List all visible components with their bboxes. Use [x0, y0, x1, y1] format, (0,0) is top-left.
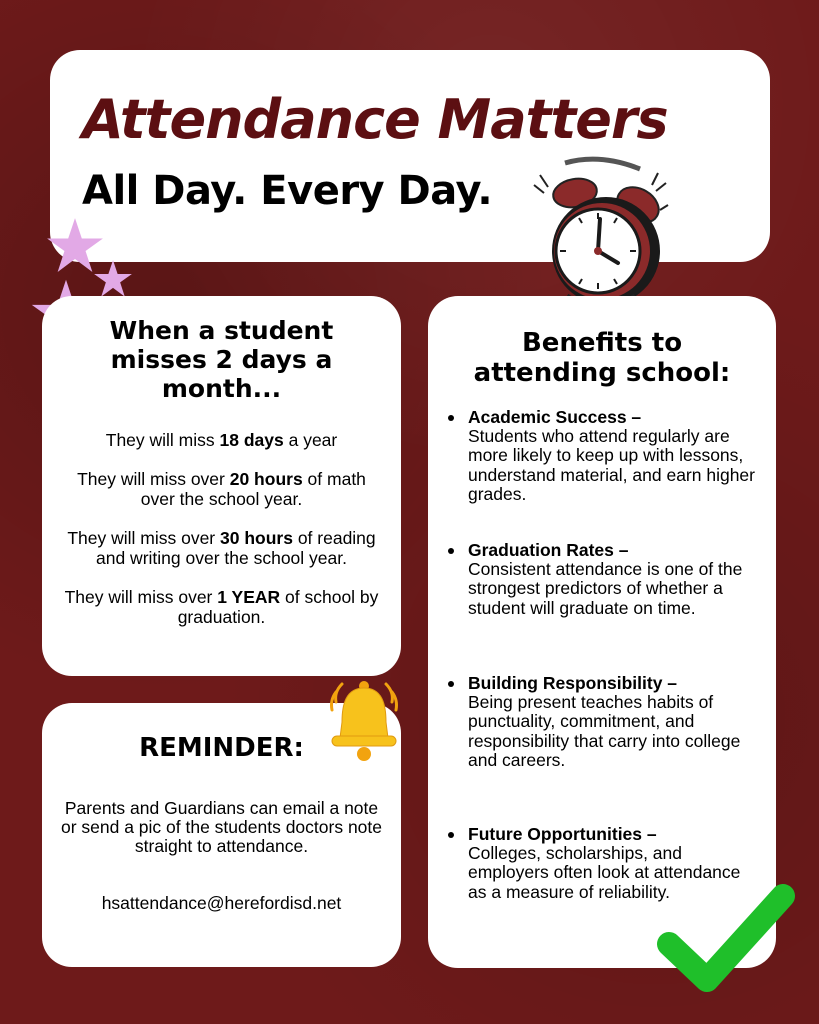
missed-days-heading [42, 316, 401, 403]
benefit-text: Consistent attendance is one of the strongest predictors of whether a student will graduate on time. [468, 559, 743, 618]
benefit-title: Academic Success – [468, 407, 642, 427]
page-subtitle: All Day. Every Day. [82, 168, 493, 214]
benefit-text: Colleges, scholarships, and employers often look at attendance as a measure of reliability. [468, 843, 741, 902]
missed-stats-list [58, 430, 385, 646]
list-item [468, 541, 762, 618]
benefit-title: Graduation Rates – [468, 540, 629, 560]
missed-stat: They will miss over 30 hours of reading and writing over the school year. [67, 528, 376, 568]
missed-stat: They will miss 18 days a year [105, 430, 338, 450]
alarm-clock-icon [520, 155, 680, 315]
benefits-heading [428, 328, 776, 388]
benefit-text: Students who attend regularly are more likely to keep up with lessons, understand material, and earn higher grades. [468, 426, 755, 504]
benefits-heading-text: Benefits to attending school: [473, 328, 731, 388]
list-item [468, 674, 762, 770]
benefit-title: Future Opportunities – [468, 824, 657, 844]
benefit-text: Being present teaches habits of punctuality, commitment, and responsibility that carry into college and careers. [468, 692, 741, 770]
bell-icon [322, 674, 406, 766]
missed-stat: They will miss over 20 hours of math over the school year. [77, 469, 366, 509]
reminder-heading: REMINDER: [139, 733, 304, 763]
missed-days-card [42, 296, 401, 676]
benefit-title: Building Responsibility – [468, 673, 678, 693]
reminder-email[interactable]: hsattendance@herefordisd.net [101, 893, 342, 913]
benefits-card [428, 296, 776, 968]
page-title: Attendance Matters [82, 88, 668, 151]
missed-days-heading-text: When a student misses 2 days a month... [109, 316, 334, 403]
reminder-body: Parents and Guardians can email a note or send a pic of the students doctors note straight to attendance. [60, 798, 383, 856]
missed-stat: They will miss over 1 YEAR of school by graduation. [64, 587, 379, 627]
checkmark-icon [655, 880, 795, 1000]
list-item [468, 408, 762, 504]
